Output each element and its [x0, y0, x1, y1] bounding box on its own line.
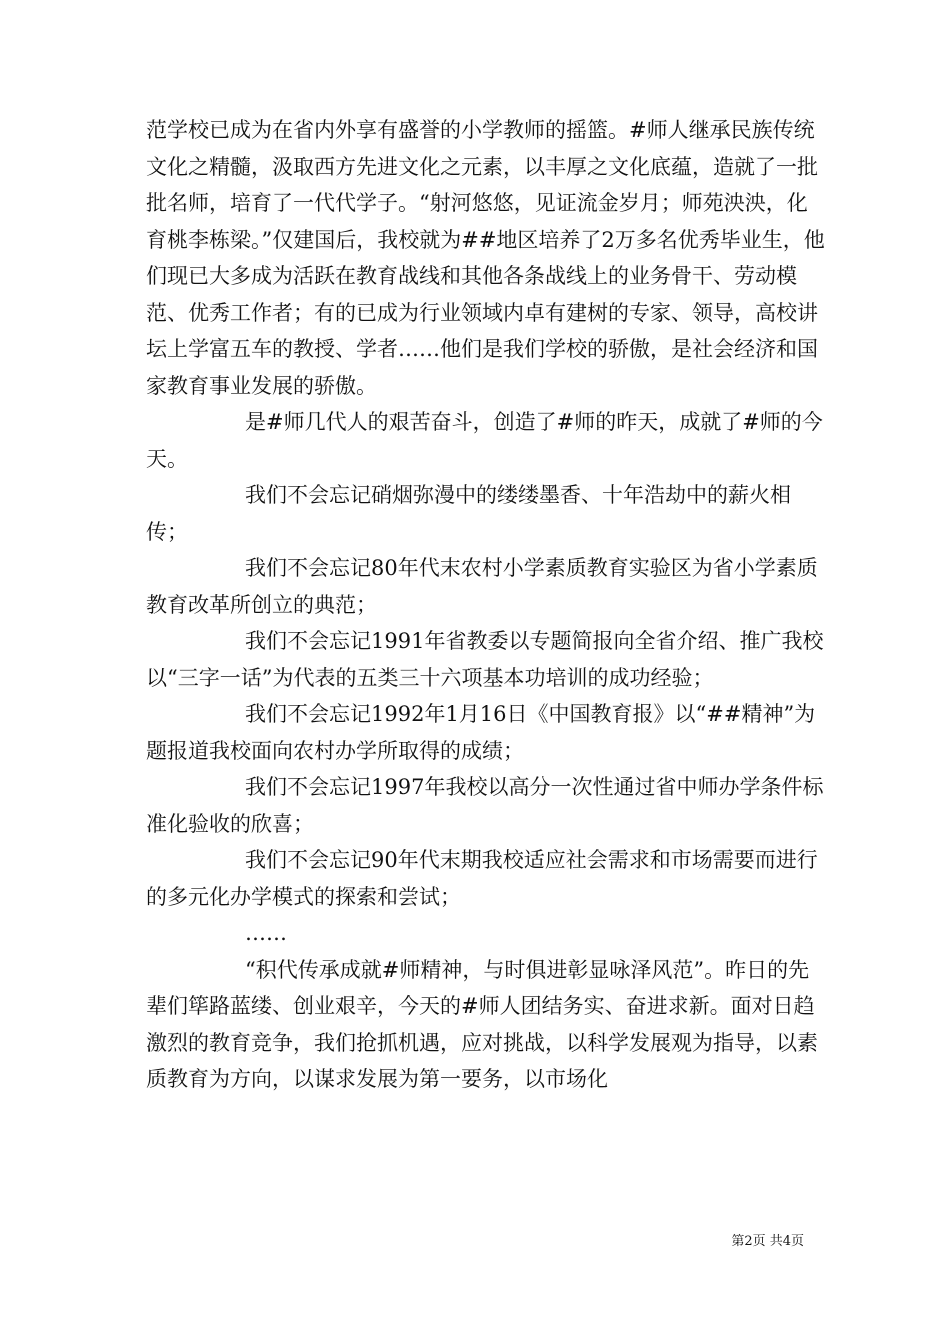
- paragraph: 我们不会忘记1997年我校以高分一次性通过省中师办学条件标准化验收的欣喜；: [146, 775, 824, 836]
- paragraph: 我们不会忘记1992年1月16日《中国教育报》以“##精神”为题报道我校面向农村办学所取得的成绩；: [146, 702, 816, 763]
- paragraph: 我们不会忘记1991年省教委以专题简报向全省介绍、推广我校以“三字一话”为代表的五类三十六项基本功培训的成功经验；: [146, 629, 824, 690]
- paragraph: 我们不会忘记硝烟弥漫中的缕缕墨香、十年浩劫中的薪火相传；: [146, 483, 791, 544]
- document-body: [146, 112, 826, 1098]
- paragraph: 是#师几代人的艰苦奋斗，创造了#师的昨天，成就了#师的今天。: [146, 410, 823, 471]
- ellipsis-paragraph: ……: [245, 921, 287, 945]
- paragraph: 我们不会忘记80年代末农村小学素质教育实验区为省小学素质教育改革所创立的典范；: [146, 556, 818, 617]
- paragraph: 范学校已成为在省内外享有盛誉的小学教师的摇篮。#师人继承民族传统文化之精髓，汲取西方先进文化之元素，以丰厚之文化底蕴，造就了一批批名师，培育了一代代学子。“射河悠悠，见证流金岁月；师苑泱泱，化育桃李栋梁。”仅建国后，我校就为##地区培养了2万多名优秀毕业生，他们现已大多成为活跃在教育战线和其他各条战线上的业务骨干、劳动模范、优秀工作者；有的已成为行业领域内卓有建树的专家、领导，高校讲坛上学富五车的教授、学者……他们是我们学校的骄傲，是社会经济和国家教育事业发展的骄傲。: [146, 118, 825, 398]
- paragraph: “积代传承成就#师精神，与时俱进彰显咏泽风范”。昨日的先辈们筚路蓝缕、创业艰辛，今天的#师人团结务实、奋进求新。面对日趋激烈的教育竞争，我们抢抓机遇，应对挑战，以科学发展观为指导，以素质教育为方向，以谋求发展为第一要务，以市场化: [146, 957, 818, 1091]
- paragraph: 我们不会忘记90年代末期我校适应社会需求和市场需要而进行的多元化办学模式的探索和尝试；: [146, 848, 818, 909]
- page-number-footer: 第2页 共4页: [731, 1234, 804, 1249]
